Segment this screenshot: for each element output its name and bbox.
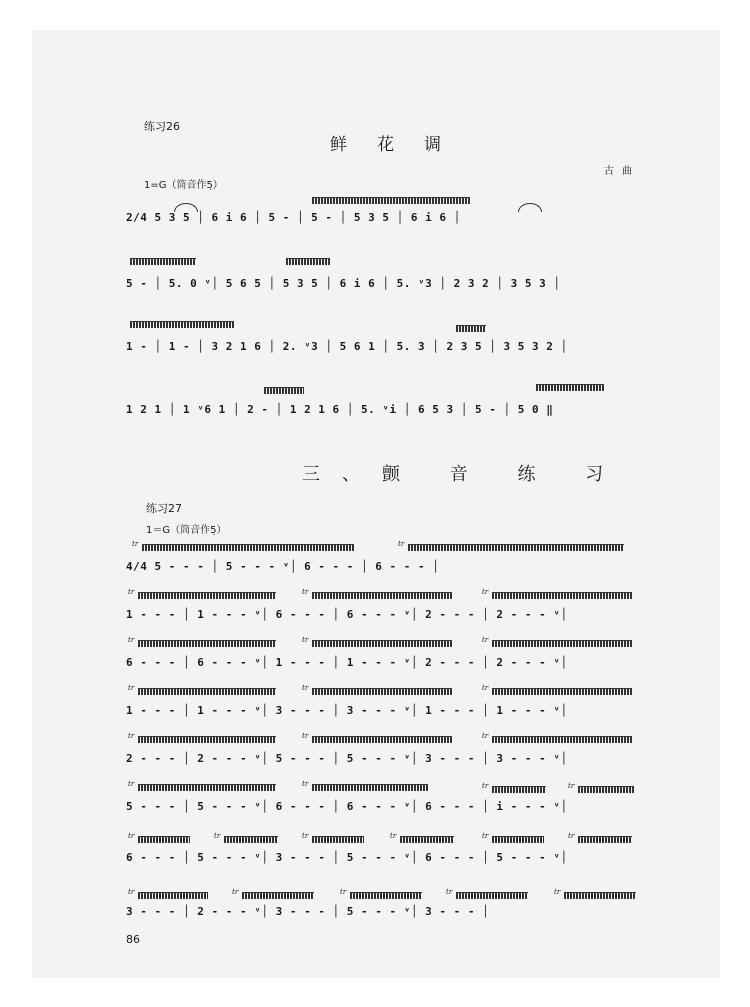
key-signature-27: 1＝G（筒音作5̣） bbox=[146, 525, 227, 536]
trill-label: tr bbox=[398, 540, 405, 548]
trill-label: tr bbox=[554, 888, 561, 896]
trill-label: tr bbox=[128, 780, 135, 788]
trill-label: tr bbox=[128, 888, 135, 896]
trill-label: tr bbox=[232, 888, 239, 896]
trill-label: tr bbox=[568, 782, 575, 790]
trill-label: tr bbox=[568, 832, 575, 840]
trill-line bbox=[492, 688, 632, 695]
trill-label: tr bbox=[482, 832, 489, 840]
trill-label: tr bbox=[132, 540, 139, 548]
exercise-26-label: 练习26 bbox=[144, 120, 180, 133]
trill-label: tr bbox=[128, 732, 135, 740]
trill-label: tr bbox=[482, 732, 489, 740]
score-line-27-1: 4/4 5 - - - │ 5 - - - ᵛ│ 6 - - - │ 6 - - - │ bbox=[126, 560, 440, 573]
trill-line bbox=[400, 836, 454, 843]
key-signature-26: 1=G（筒音作5̣） bbox=[144, 180, 223, 191]
score-line-26-2: 5 - │ 5. 0 ᵛ│ 5 6 5 │ 5 3 5 │ 6 i 6 │ 5. ᵛ3 │ 2 3 2 │ 3 5 3 │ bbox=[126, 277, 561, 290]
trill-line bbox=[408, 544, 624, 551]
trill-label: tr bbox=[128, 684, 135, 692]
trill-line bbox=[312, 640, 452, 647]
trill-line bbox=[312, 688, 452, 695]
trill-line bbox=[312, 592, 452, 599]
trill-line bbox=[564, 892, 636, 899]
trill-line bbox=[242, 892, 314, 899]
trill-line bbox=[536, 384, 604, 391]
trill-label: tr bbox=[482, 636, 489, 644]
trill-line bbox=[578, 836, 632, 843]
trill-line bbox=[286, 258, 330, 265]
trill-line bbox=[138, 640, 276, 647]
trill-line bbox=[492, 736, 632, 743]
score-line-27-4: 1 - - - │ 1 - - - ᵛ│ 3 - - - │ 3 - - - ᵛ│ 1 - - - │ 1 - - - ᵛ│ bbox=[126, 704, 568, 717]
trill-line bbox=[350, 892, 422, 899]
score-line-27-8: 3 - - - │ 2 - - - ᵛ│ 3 - - - │ 5 - - - ᵛ│ 3 - - - │ bbox=[126, 905, 490, 918]
trill-line bbox=[138, 836, 190, 843]
trill-line bbox=[130, 321, 234, 328]
trill-line bbox=[492, 836, 544, 843]
score-line-27-2: 1 - - - │ 1 - - - ᵛ│ 6 - - - │ 6 - - - ᵛ│ 2 - - - │ 2 - - - ᵛ│ bbox=[126, 608, 568, 621]
trill-label: tr bbox=[128, 832, 135, 840]
trill-label: tr bbox=[128, 588, 135, 596]
score-line-27-3: 6 - - - │ 6 - - - ᵛ│ 1 - - - │ 1 - - - ᵛ│ 2 - - - │ 2 - - - ᵛ│ bbox=[126, 656, 568, 669]
trill-label: tr bbox=[302, 832, 309, 840]
trill-label: tr bbox=[390, 832, 397, 840]
trill-label: tr bbox=[128, 636, 135, 644]
trill-line bbox=[264, 387, 304, 394]
score-line-26-1: 2/4 5 3 5 │ 6 i 6 │ 5 - │ 5 - │ 5 3 5 │ 6 i 6 │ bbox=[126, 211, 461, 224]
trill-line bbox=[312, 784, 428, 791]
trill-line bbox=[456, 892, 528, 899]
trill-line bbox=[138, 892, 208, 899]
trill-label: tr bbox=[302, 588, 309, 596]
trill-line bbox=[312, 836, 364, 843]
trill-label: tr bbox=[302, 636, 309, 644]
page-number: 86 bbox=[126, 933, 140, 946]
composer-label: 古曲 bbox=[604, 166, 640, 177]
trill-label: tr bbox=[214, 832, 221, 840]
song-title: 鲜花调 bbox=[330, 135, 471, 155]
trill-line bbox=[224, 836, 278, 843]
trill-line bbox=[492, 592, 632, 599]
score-line-27-7: 6 - - - │ 5 - - - ᵛ│ 3 - - - │ 5 - - - ᵛ│ 6 - - - │ 5 - - - ᵛ│ bbox=[126, 851, 568, 864]
trill-label: tr bbox=[340, 888, 347, 896]
trill-label: tr bbox=[302, 684, 309, 692]
trill-line bbox=[492, 640, 632, 647]
trill-line bbox=[138, 592, 276, 599]
trill-label: tr bbox=[482, 588, 489, 596]
trill-line bbox=[138, 736, 276, 743]
score-line-26-4: 1 2 1 │ 1 ᵛ6 1 │ 2 - │ 1 2 1 6 │ 5. ᵛi │ 6 5 3 │ 5 - │ 5 0 ‖ bbox=[126, 403, 554, 416]
section-title: 三、颤 音 练 习 bbox=[302, 464, 626, 485]
score-line-27-5: 2 - - - │ 2 - - - ᵛ│ 5 - - - │ 5 - - - ᵛ│ 3 - - - │ 3 - - - ᵛ│ bbox=[126, 752, 568, 765]
trill-label: tr bbox=[482, 782, 489, 790]
trill-line bbox=[312, 197, 470, 204]
exercise-27-label: 练习27 bbox=[146, 502, 182, 515]
trill-line bbox=[492, 786, 546, 793]
trill-label: tr bbox=[302, 732, 309, 740]
trill-label: tr bbox=[482, 684, 489, 692]
trill-line bbox=[312, 736, 452, 743]
trill-label: tr bbox=[302, 780, 309, 788]
trill-label: tr bbox=[446, 888, 453, 896]
trill-line bbox=[578, 786, 634, 793]
trill-line bbox=[130, 258, 196, 265]
trill-line bbox=[138, 688, 276, 695]
score-line-27-6: 5 - - - │ 5 - - - ᵛ│ 6 - - - │ 6 - - - ᵛ│ 6 - - - │ i - - - ᵛ│ bbox=[126, 800, 568, 813]
trill-line bbox=[138, 784, 276, 791]
trill-line bbox=[456, 325, 486, 332]
score-line-26-3: 1 - │ 1 - │ 3 2 1 6 │ 2. ᵛ3 │ 5 6 1 │ 5. 3 │ 2 3 5 │ 3 5 3 2 │ bbox=[126, 340, 568, 353]
trill-line bbox=[142, 544, 354, 551]
